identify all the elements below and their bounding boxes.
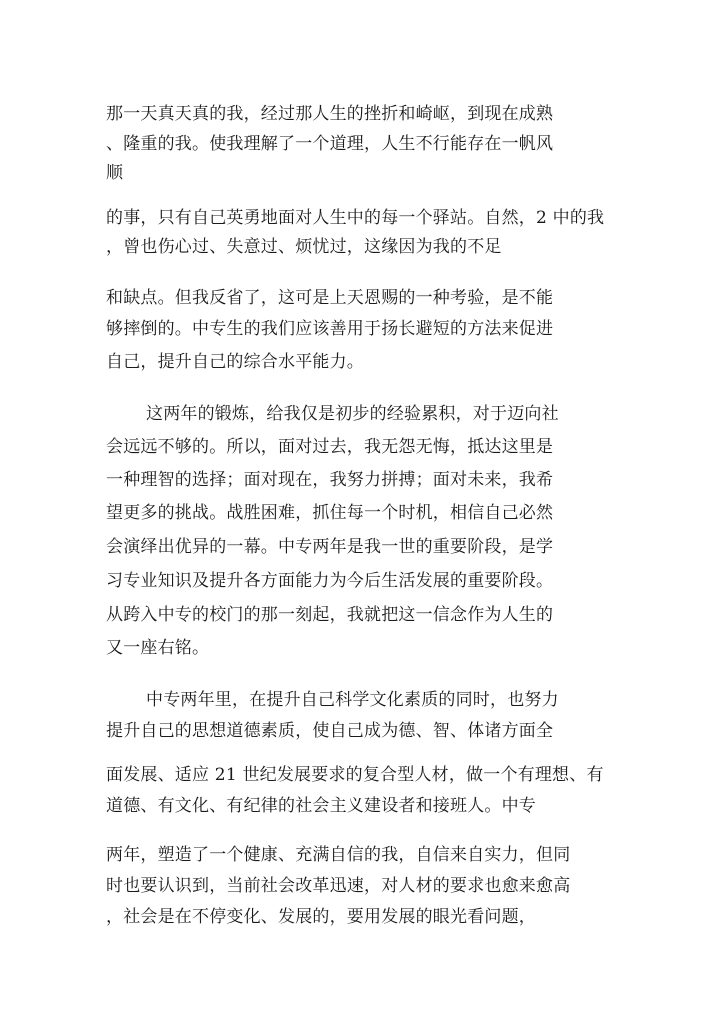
text-line: 和缺点。但我反省了，这可是上天恩赐的一种考验，是不能 <box>106 288 554 308</box>
text-line: 习专业知识及提升各方面能力为今后生活发展的重要阶段。 <box>106 571 554 591</box>
text-line: 面发展、适应 21 世纪发展要求的复合型人材，做一个有理想、有 <box>106 765 604 785</box>
paragraph-first-line: 这两年的锻炼，给我仅是初步的经验累积，对于迈向社 <box>146 404 559 424</box>
text-line: 从跨入中专的校门的那一刻起，我就把这一信念作为人生的 <box>106 605 554 625</box>
text-line: 会演绎出优异的一幕。中专两年是我一世的重要阶段，是学 <box>106 537 554 557</box>
text-line: 提升自己的思想道德素质，使自己成为德、智、体诸方面全 <box>106 721 554 741</box>
text-line: 自己，提升自己的综合水平能力。 <box>106 352 364 372</box>
text-line: ，社会是在不停变化、发展的，要用发展的眼光看问题， <box>106 907 536 927</box>
text-line: 一种理智的选择；面对现在，我努力拼搏；面对未来，我希 <box>106 470 554 490</box>
text-line: 两年，塑造了一个健康、充满自信的我，自信来自实力，但同 <box>106 845 571 865</box>
text-line: 又一座右铭。 <box>106 638 210 658</box>
text-line: 望更多的挑战。战胜困难，抓住每一个时机，相信自己必然 <box>106 503 554 523</box>
text-line: ，曾也伤心过、失意过、烦忧过，这缘因为我的不足 <box>106 237 502 257</box>
text-line: 顺 <box>106 163 124 183</box>
text-line: 时也要认识到，当前社会改革迅速，对人材的要求也愈来愈高 <box>106 876 571 896</box>
text-line: 、隆重的我。使我理解了一个道理，人生不行能存在一帆风 <box>106 134 554 154</box>
text-line: 那一天真天真的我，经过那人生的挫折和崎岖，到现在成熟 <box>106 104 554 124</box>
text-line: 够摔倒的。中专生的我们应该善用于扬长避短的方法来促进 <box>106 319 554 339</box>
paragraph-first-line: 中专两年里，在提升自己科学文化素质的同时，也努力 <box>146 690 559 710</box>
text-line: 的事，只有自己英勇地面对人生中的每一个驿站。自然，2 中的我 <box>106 208 605 228</box>
text-line: 道德、有文化、有纪律的社会主义建设者和接班人。中专 <box>106 796 536 816</box>
text-line: 会远远不够的。所以，面对过去，我无怨无悔，抵达这里是 <box>106 437 554 457</box>
